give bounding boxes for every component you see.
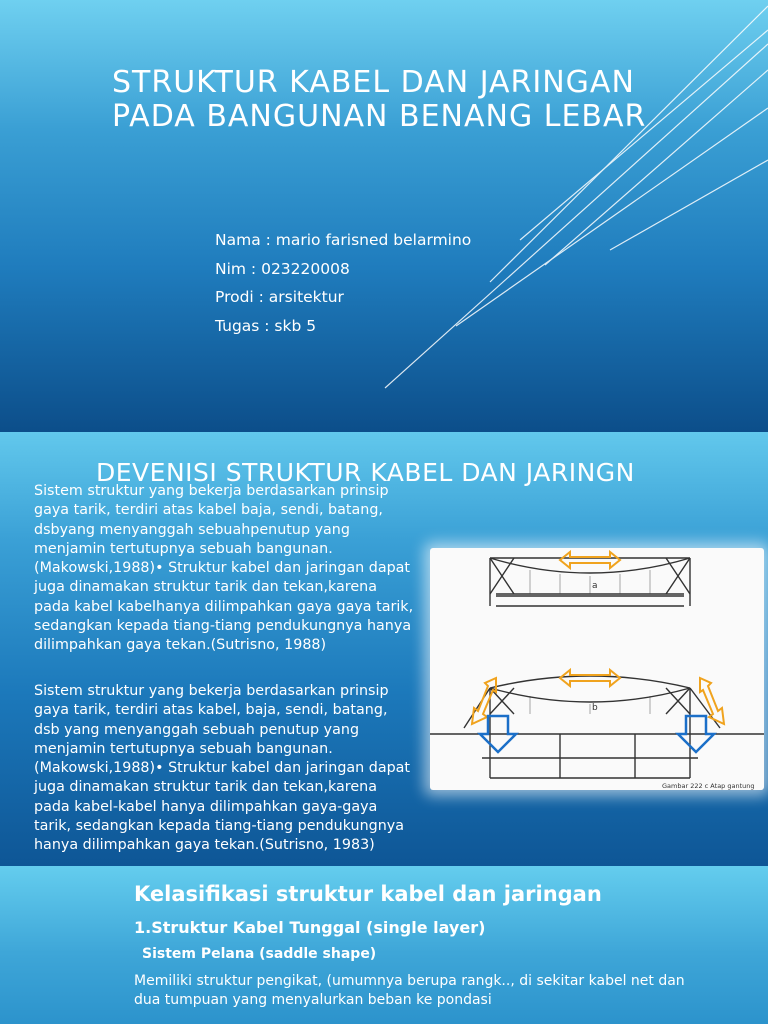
author-info: [215, 226, 471, 340]
section-title: DEVENISI STRUKTUR KABEL DAN JARINGN: [96, 458, 635, 487]
classification-slide: [0, 866, 768, 1024]
sub-item-text: Sistem Pelana (saddle shape): [142, 946, 377, 962]
bullet-text: Sistem struktur yang bekerja berdasarkan prinsip gaya tarik, terdiri atas kabel baja, sendi, batang, dsbyang menyanggah sebuahpenutup yang menjamin tertutupnya sebuah bangunan.(Makowski,1988)• Struktur kabel dan jaringan dapat juga dinamakan struktur tarik dan tekan,karena pada kabel kabelhanya dilimpahkan gaya gaya tarik, sedangkan kepada tiang-tiang pendukungnya hanya dilimpahkan gaya tekan.(Sutrisno, 1988): [34, 483, 414, 654]
bullet-item: [14, 682, 414, 856]
page-title: STRUKTUR KABEL DAN JARINGAN PADA BANGUNAN BENANG LEBAR: [112, 65, 647, 134]
definition-slide: [0, 432, 768, 866]
info-prodi: Prodi : arsitektur: [215, 288, 344, 306]
label-b: b: [592, 703, 598, 713]
classification-subheading: 1.Struktur Kabel Tunggal (single layer): [134, 918, 486, 937]
info-tugas: Tugas : skb 5: [215, 316, 317, 335]
description-paragraph: Memiliki struktur pengikat, (umumnya berupa rangk.., di sekitar kabel net dan dua tumpuan yang menyalurkan beban ke pondasi: [134, 973, 685, 1008]
cable-structure-diagram: [430, 548, 764, 790]
figure-caption: Gambar 222 c Atap gantung: [662, 782, 755, 790]
bullet-text: Sistem struktur yang bekerja berdasarkan prinsip gaya tarik, terdiri atas kabel, baja, sendi, batang, dsb yang menyanggah sebuah penutup yang menjamin tertutupnya sebuah bangunan.(Makowski,1988)• Struktur kabel dan jaringan dapat juga dinamakan struktur tarik dan tekan,karena pada kabel-kabel hanya dilimpahkan gaya-gaya tarik, sedangkan kepada tiang-tiang pendukungnya hanya dilimpahkan gaya tekan.(Sutrisno, 1983): [34, 683, 411, 854]
title-slide: [0, 0, 768, 432]
info-name: Nama : mario farisned belarmino: [215, 231, 472, 249]
classification-heading: Kelasifikasi struktur kabel dan jaringan: [134, 882, 602, 906]
bullet-item: [14, 482, 414, 656]
label-a: a: [592, 581, 598, 591]
info-nim: Nim : 023220008: [215, 259, 350, 278]
sub-item: [134, 946, 376, 962]
